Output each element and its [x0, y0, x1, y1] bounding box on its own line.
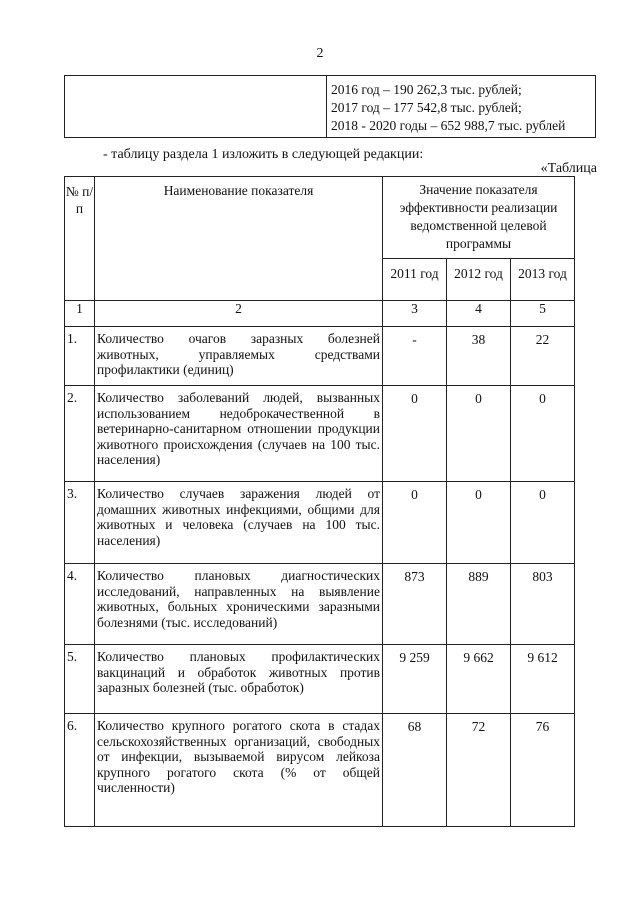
- row-value-2011: 68: [383, 714, 447, 827]
- row-name: Количество случаев заражения людей от домашних животных инфекциями, общими для животных и человека (случаев на 100 тыс. населения): [95, 482, 383, 564]
- table-row: [65, 327, 575, 386]
- row-value-2013: 22: [511, 327, 575, 386]
- row-num: 1.: [65, 327, 95, 386]
- intro-text: - таблицу раздела 1 изложить в следующей редакции:: [103, 147, 424, 162]
- row-name: Количество очагов заразных болезней животных, управляемых средствами профилактики (единиц): [95, 327, 383, 386]
- table-row: [65, 482, 575, 564]
- row-value-2013: 9 612: [511, 645, 575, 714]
- row-value-2012: 0: [447, 482, 511, 564]
- col-index-2: 2: [95, 301, 383, 327]
- row-value-2013: 76: [511, 714, 575, 827]
- row-value-2012: 0: [447, 386, 511, 482]
- row-value-2013: 0: [511, 482, 575, 564]
- header-year-2011: 2011 год: [383, 259, 447, 301]
- table-row: [65, 645, 575, 714]
- col-index-5: 5: [511, 301, 575, 327]
- header-year-2013: 2013 год: [511, 259, 575, 301]
- box-divider: [326, 76, 327, 137]
- indicators-table: [64, 176, 575, 827]
- col-index-4: 4: [447, 301, 511, 327]
- row-value-2013: 0: [511, 386, 575, 482]
- row-num: 3.: [65, 482, 95, 564]
- header-group: Значение показателя эффективности реализации ведомственной целевой программы: [383, 177, 575, 259]
- col-index-1: 1: [65, 301, 95, 327]
- row-name: Количество плановых профилактических вакцинаций и обработок животных против заразных болезней (тыс. обработок): [95, 645, 383, 714]
- row-value-2011: 9 259: [383, 645, 447, 714]
- row-num: 4.: [65, 564, 95, 645]
- row-name: Количество плановых диагностических исследований, направленных на выявление животных, больных хроническими заразными болезнями (тыс. исследований): [95, 564, 383, 645]
- header-year-2012: 2012 год: [447, 259, 511, 301]
- header-num-label: № п/п: [65, 184, 94, 216]
- budget-line-2018-2020: 2018 - 2020 годы – 652 988,7 тыс. рублей: [331, 118, 566, 133]
- row-value-2013: 803: [511, 564, 575, 645]
- budget-lines: [331, 81, 565, 135]
- table-row: [65, 714, 575, 827]
- page-number: 2: [316, 46, 324, 61]
- table-row: [65, 564, 575, 645]
- table-reference: «Таблица: [540, 161, 597, 176]
- row-value-2011: 873: [383, 564, 447, 645]
- column-index-row: [65, 301, 575, 327]
- row-value-2012: 9 662: [447, 645, 511, 714]
- budget-summary-box: [64, 75, 596, 138]
- row-value-2011: 0: [383, 386, 447, 482]
- header-num: [65, 177, 95, 301]
- col-index-3: 3: [383, 301, 447, 327]
- row-num: 6.: [65, 714, 95, 827]
- table-row: [65, 386, 575, 482]
- row-name: Количество заболеваний людей, вызванных использованием недоброкачественной в ветеринарно-санитарном отношении продукции животного происхождения (случаев на 100 тыс. населения): [95, 386, 383, 482]
- header-name: Наименование показателя: [95, 177, 383, 301]
- row-num: 5.: [65, 645, 95, 714]
- budget-line-2017: 2017 год – 177 542,8 тыс. рублей;: [331, 100, 522, 115]
- budget-line-2016: 2016 год – 190 262,3 тыс. рублей;: [331, 82, 522, 97]
- row-value-2012: 72: [447, 714, 511, 827]
- row-num: 2.: [65, 386, 95, 482]
- row-value-2012: 38: [447, 327, 511, 386]
- row-name: Количество крупного рогатого скота в стадах сельскохозяйственных организаций, свободных от инфекции, вызываемой вирусом лейкоза крупного рогатого скота (% от общей численности): [95, 714, 383, 827]
- row-value-2012: 889: [447, 564, 511, 645]
- row-value-2011: -: [383, 327, 447, 386]
- row-value-2011: 0: [383, 482, 447, 564]
